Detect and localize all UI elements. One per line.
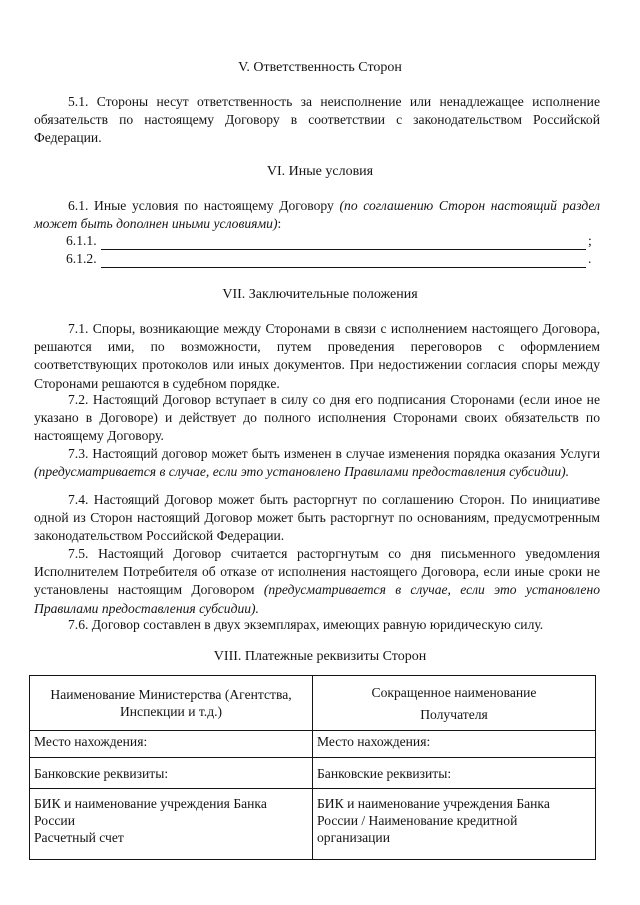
bik-left-line-1: БИК и наименование учреждения Банка России — [34, 796, 267, 828]
clause-6-1 — [34, 197, 600, 233]
section-6-heading: VI. Иные условия — [266, 164, 374, 179]
clause-6-1-1-blank-line — [101, 236, 586, 250]
clause-7-5-italic: (предусматривается в случае, если это установлено Правилами предоставления субсидии). — [34, 582, 600, 616]
clause-6-1-end: : — [277, 216, 282, 232]
table-row — [30, 758, 596, 789]
header-right-line-2: Получателя — [420, 706, 488, 722]
clause-7-5-text: 7.5. Настоящий Договор считается расторгнутым со дня письменного уведомления Исполнителем Потребителя об отказе от исполнения настоящего Договора, если иные сроки не установлены настоящим Договором — [34, 546, 600, 598]
bank-right-cell: Банковские реквизиты: — [313, 758, 596, 789]
clause-6-1-2-row — [66, 250, 596, 268]
bank-left-cell: Банковские реквизиты: — [30, 758, 313, 789]
location-left-cell: Место нахождения: — [30, 731, 313, 758]
clause-5-1: 5.1. Стороны несут ответственность за неисполнение или ненадлежащее исполнение обязательств по настоящему Договору в соответствии с законодательством Российской Федерации. — [34, 94, 600, 146]
clause-7-6: 7.6. Договор составлен в двух экземплярах, имеющих равную юридическую силу. — [68, 617, 544, 632]
clause-7-4: 7.4. Настоящий Договор может быть расторгнут по соглашению Сторон. По инициативе одной из Сторон настоящий Договор может быть расторгнут по основаниям, предусмотренным законодательством Российской Федерации. — [34, 492, 600, 544]
clause-6-1-2-number: 6.1.2. — [66, 251, 97, 266]
bik-right-cell: БИК и наименование учреждения Банка России / Наименование кредитной организации — [313, 789, 596, 860]
header-left-cell: Наименование Министерства (Агентства, Инспекции и т.д.) — [30, 676, 313, 731]
clause-7-3-italic: (предусматривается в случае, если это установлено Правилами предоставления субсидии). — [34, 464, 570, 480]
clause-7-3-text: 7.3. Настоящий договор может быть изменен в случае изменения порядка оказания Услуги — [68, 446, 600, 461]
section-7-heading: VII. Заключительные положения — [222, 287, 418, 302]
clause-7-2: 7.2. Настоящий Договор вступает в силу со дня его подписания Сторонами (если иное не указано в Договоре) и действует до полного исполнения Сторонами своих обязательств по настоящему Договору. — [34, 392, 600, 444]
clause-6-1-1-end: ; — [588, 233, 592, 248]
table-row — [30, 731, 596, 758]
clause-7-3 — [34, 445, 600, 481]
clause-6-1-2-end: . — [588, 251, 592, 266]
section-8-heading: VIII. Платежные реквизиты Сторон — [213, 649, 427, 664]
header-right-cell — [313, 676, 596, 731]
location-right-cell: Место нахождения: — [313, 731, 596, 758]
payment-details-table — [29, 675, 596, 860]
clause-6-1-2-blank-line — [101, 254, 586, 268]
clause-6-1-text: 6.1. Иные условия по настоящему Договору — [68, 198, 340, 213]
table-row — [30, 789, 596, 860]
section-5-heading: V. Ответственность Сторон — [238, 60, 402, 75]
clause-6-1-1-number: 6.1.1. — [66, 233, 97, 248]
clause-6-1-italic: (по соглашению Сторон настоящий раздел может быть дополнен иными условиями) — [34, 198, 601, 232]
clause-7-5 — [34, 545, 600, 618]
table-row — [30, 676, 596, 731]
clause-6-1-1-row — [66, 232, 596, 250]
clause-7-1: 7.1. Споры, возникающие между Сторонами в связи с исполнением настоящего Договора, решаются ими, по возможности, путем проведения переговоров с оформлением соответствующих протоколов или иных документов. При недостижении согласия споры между Сторонами решаются в судебном порядке. — [34, 321, 600, 391]
header-right-line-1: Сокращенное наименование — [371, 684, 537, 700]
bik-left-line-2: Расчетный счет — [34, 830, 124, 845]
bik-left-cell — [30, 789, 313, 860]
